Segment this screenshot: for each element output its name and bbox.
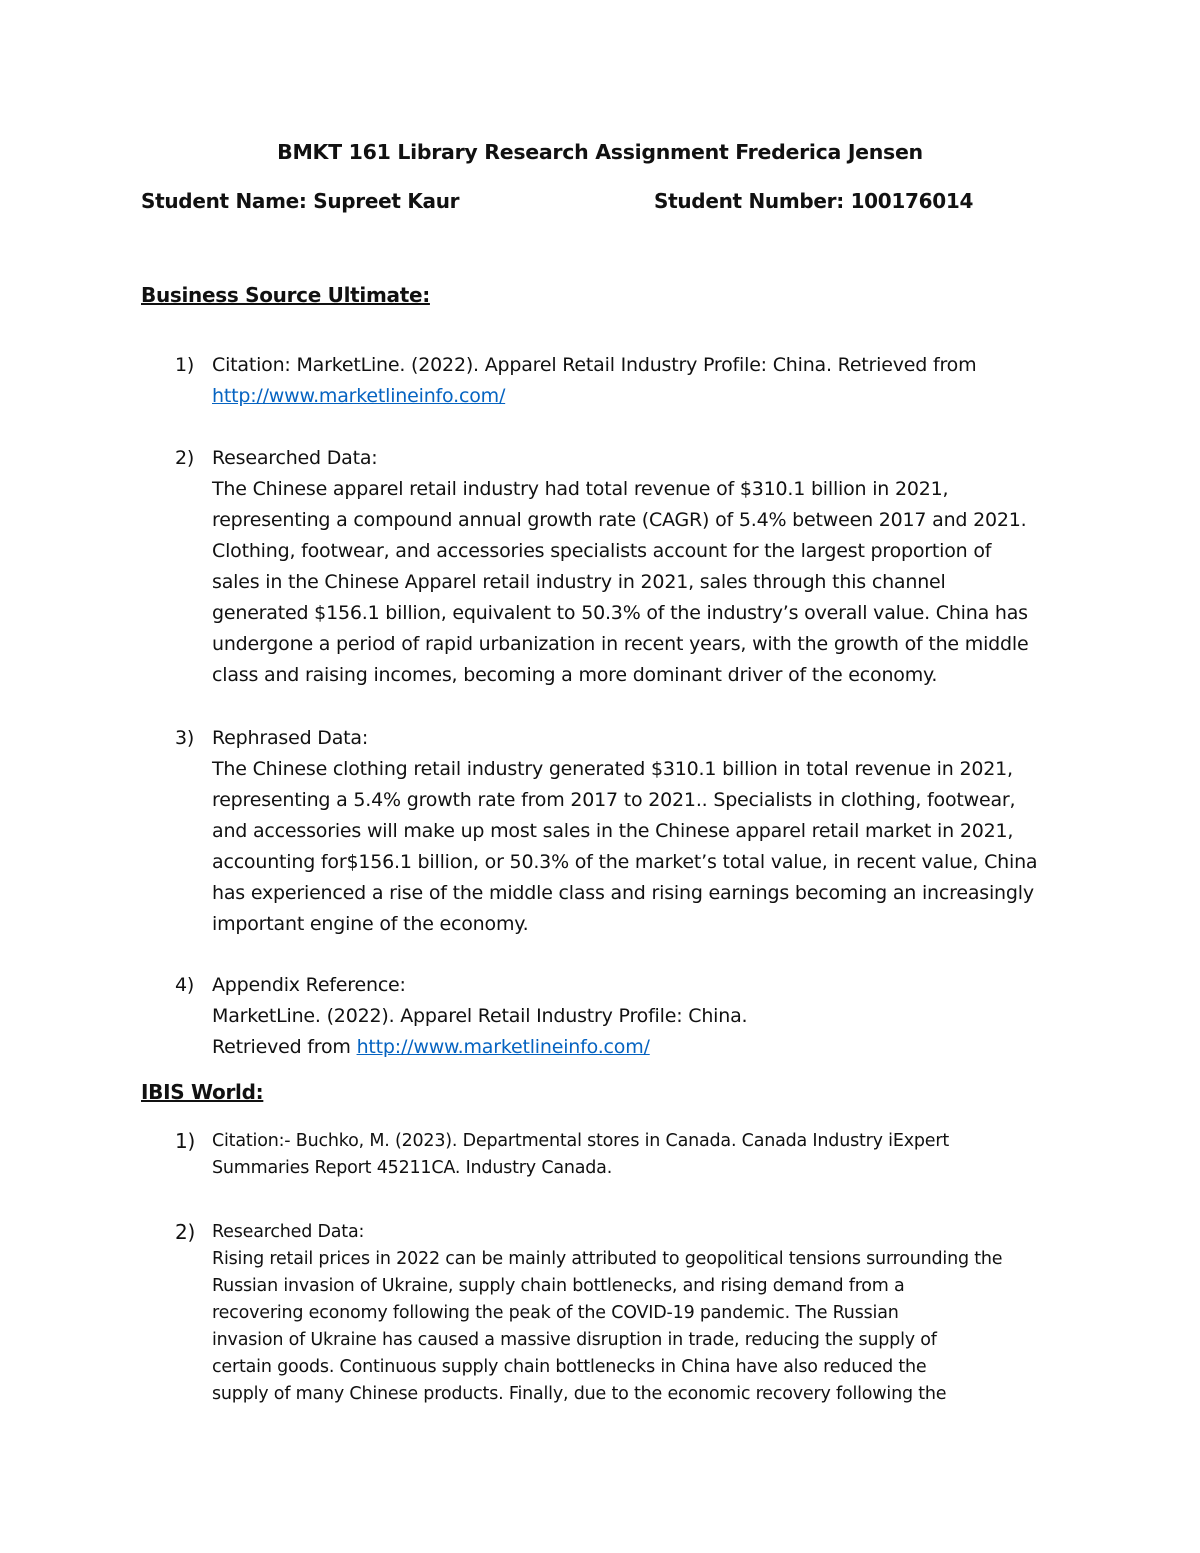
paragraph-line: has experienced a rise of the middle class and rising earnings becoming an increasingly bbox=[212, 882, 1034, 904]
paragraph-line: The Chinese apparel retail industry had total revenue of $310.1 billion in 2021, bbox=[212, 478, 949, 500]
paragraph-line: generated $156.1 billion, equivalent to 50.3% of the industry’s overall value. China has bbox=[212, 602, 1028, 624]
section-heading-business-source: Business Source Ultimate: bbox=[141, 283, 430, 307]
paragraph-line: Citation:- Buchko, M. (2023). Departmental stores in Canada. Canada Industry iExpert bbox=[212, 1131, 949, 1151]
paragraph-line: and accessories will make up most sales in the Chinese apparel retail market in 2021, bbox=[212, 820, 1014, 842]
student-number: Student Number: 100176014 bbox=[654, 189, 974, 213]
section-heading-ibis-world: IBIS World: bbox=[141, 1080, 264, 1104]
item-label: Researched Data: bbox=[212, 447, 378, 469]
paragraph-line: important engine of the economy. bbox=[212, 913, 529, 935]
list-number: 1) bbox=[175, 1129, 196, 1153]
list-number: 2) bbox=[175, 447, 195, 469]
list-number: 4) bbox=[175, 974, 195, 996]
paragraph-line: accounting for$156.1 billion, or 50.3% of the market’s total value, in recent value, China bbox=[212, 851, 1038, 873]
item-label: Rephrased Data: bbox=[212, 727, 369, 749]
list-number: 2) bbox=[175, 1220, 196, 1244]
paragraph-line: sales in the Chinese Apparel retail industry in 2021, sales through this channel bbox=[212, 571, 946, 593]
citation-link[interactable]: http://www.marketlineinfo.com/ bbox=[212, 385, 506, 407]
document-title: BMKT 161 Library Research Assignment Frederica Jensen bbox=[277, 140, 923, 164]
reference-link[interactable]: http://www.marketlineinfo.com/ bbox=[356, 1036, 650, 1058]
paragraph-line: Clothing, footwear, and accessories specialists account for the largest proportion of bbox=[212, 540, 992, 562]
student-name: Student Name: Supreet Kaur bbox=[141, 189, 460, 213]
paragraph-line: undergone a period of rapid urbanization in recent years, with the growth of the middle bbox=[212, 633, 1029, 655]
paragraph-line: representing a 5.4% growth rate from 2017 to 2021.. Specialists in clothing, footwear, bbox=[212, 789, 1016, 811]
paragraph-line: recovering economy following the peak of the COVID-19 pandemic. The Russian bbox=[212, 1303, 899, 1323]
paragraph-line: supply of many Chinese products. Finally, due to the economic recovery following the bbox=[212, 1384, 947, 1404]
citation-text: Citation: MarketLine. (2022). Apparel Retail Industry Profile: China. Retrieved from bbox=[212, 354, 977, 376]
item-label: Researched Data: bbox=[212, 1222, 365, 1242]
list-number: 1) bbox=[175, 354, 195, 376]
paragraph-line: Summaries Report 45211CA. Industry Canada. bbox=[212, 1158, 613, 1178]
list-number: 3) bbox=[175, 727, 195, 749]
paragraph-line: representing a compound annual growth rate (CAGR) of 5.4% between 2017 and 2021. bbox=[212, 509, 1027, 531]
paragraph-line: certain goods. Continuous supply chain bottlenecks in China have also reduced the bbox=[212, 1357, 927, 1377]
item-label: Appendix Reference: bbox=[212, 974, 406, 996]
paragraph-line: class and raising incomes, becoming a more dominant driver of the economy. bbox=[212, 664, 938, 686]
paragraph-line: Russian invasion of Ukraine, supply chain bottlenecks, and rising demand from a bbox=[212, 1276, 905, 1296]
reference-text: MarketLine. (2022). Apparel Retail Industry Profile: China. bbox=[212, 1005, 748, 1027]
paragraph-line: The Chinese clothing retail industry generated $310.1 billion in total revenue in 2021, bbox=[212, 758, 1013, 780]
paragraph-line: Rising retail prices in 2022 can be mainly attributed to geopolitical tensions surrounding the bbox=[212, 1249, 1003, 1269]
retrieved-prefix: Retrieved from bbox=[212, 1036, 357, 1058]
paragraph-line: invasion of Ukraine has caused a massive disruption in trade, reducing the supply of bbox=[212, 1330, 937, 1350]
